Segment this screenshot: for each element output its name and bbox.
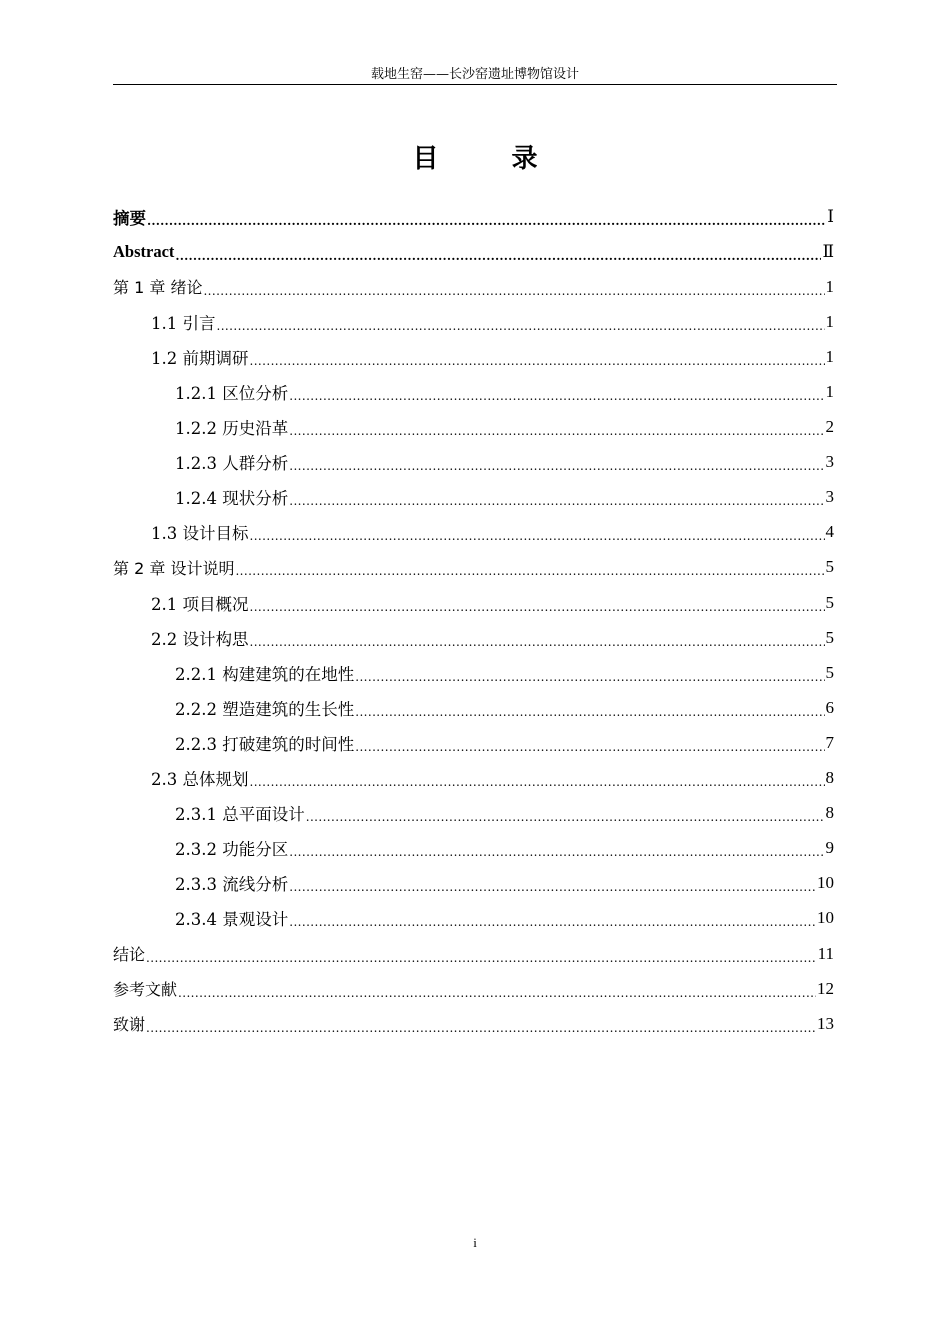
toc-title: 目 录 (412, 144, 570, 174)
toc-entry-page: 5 (825, 627, 834, 647)
toc-entry-2-3-3[interactable] (113, 866, 834, 901)
toc-leader (235, 564, 824, 578)
toc-entry-page: 13 (817, 1013, 834, 1033)
toc-entry-label: 摘要 (113, 208, 146, 228)
toc-entry-2-3-1[interactable] (113, 796, 834, 831)
toc-entry-2-3-2[interactable] (113, 831, 834, 866)
toc-entry-page: 1 (825, 311, 834, 331)
toc-entry-label: 结论 (113, 945, 146, 965)
toc-entry-label: 2.2.1 构建建筑的在地性 (175, 664, 355, 684)
toc-entry-label: 致谢 (113, 1015, 146, 1035)
toc-entry-chapter-2[interactable] (113, 550, 834, 585)
toc-entry-label: 2.3.4 景观设计 (175, 910, 289, 930)
toc-entry-page: 8 (825, 768, 834, 788)
toc-entry-label: 1.3 设计目标 (151, 524, 249, 544)
toc-entry-acknowledgements[interactable] (113, 1006, 834, 1041)
toc-entry-label: 2.3.1 总平面设计 (175, 805, 305, 825)
toc-leader (178, 986, 816, 1000)
toc-entry-label: 第 2 章 设计说明 (113, 558, 235, 578)
toc-entry-2-3[interactable] (113, 761, 834, 796)
toc-entry-page: 10 (817, 873, 834, 893)
toc-leader (289, 459, 824, 473)
toc-leader (289, 494, 824, 508)
toc-entry-page: 1 (825, 346, 834, 366)
toc-entry-chapter-1[interactable] (113, 269, 834, 304)
toc-entry-page: 3 (825, 452, 834, 472)
toc-entry-1-2-3[interactable] (113, 445, 834, 480)
toc-entry-label: 2.1 项目概况 (151, 594, 249, 614)
toc-entry-references[interactable] (113, 971, 834, 1006)
toc-entry-label: 第 1 章 绪论 (113, 278, 203, 298)
toc-leader (146, 1021, 816, 1035)
toc-leader (289, 880, 816, 894)
toc-entry-1-2-4[interactable] (113, 480, 834, 515)
toc-entry-2-2-1[interactable] (113, 655, 834, 690)
toc-entry-page: 4 (825, 522, 834, 542)
toc-leader (289, 845, 824, 859)
toc-entry-page: Ⅱ (822, 241, 834, 261)
toc-entry-1-2[interactable] (113, 339, 834, 374)
toc-entry-2-3-4[interactable] (113, 901, 834, 936)
toc-entry-2-2[interactable] (113, 620, 834, 655)
toc-leader (250, 775, 825, 789)
toc-entry-label: 1.2.2 历史沿革 (175, 419, 289, 439)
toc-leader (250, 600, 825, 614)
toc-leader (250, 635, 825, 649)
toc-entry-page: 5 (825, 662, 834, 682)
toc-leader (250, 529, 825, 543)
table-of-contents (113, 199, 834, 1041)
toc-entry-page: 2 (825, 417, 834, 437)
toc-leader (175, 249, 821, 263)
toc-entry-label: 1.2.4 现状分析 (175, 489, 289, 509)
toc-entry-page: 1 (825, 382, 834, 402)
toc-entry-label: 2.2.3 打破建筑的时间性 (175, 734, 355, 754)
toc-entry-abstract-cn[interactable] (113, 199, 834, 234)
toc-entry-2-2-2[interactable] (113, 690, 834, 725)
toc-entry-page: 10 (817, 908, 834, 928)
toc-leader (250, 354, 825, 368)
toc-entry-page: 1 (825, 276, 834, 296)
toc-leader (289, 915, 816, 929)
toc-entry-label: 2.2 设计构思 (151, 629, 249, 649)
toc-entry-label: 1.1 引言 (151, 313, 216, 333)
toc-leader (203, 284, 824, 298)
toc-leader (289, 389, 824, 403)
toc-leader (306, 810, 825, 824)
toc-entry-conclusion[interactable] (113, 936, 834, 971)
toc-entry-label: 参考文献 (113, 980, 178, 1000)
toc-leader (217, 319, 825, 333)
toc-entry-2-2-3[interactable] (113, 725, 834, 760)
toc-entry-2-1[interactable] (113, 585, 834, 620)
toc-entry-page: 5 (825, 592, 834, 612)
toc-entry-label: 2.3.3 流线分析 (175, 875, 289, 895)
toc-entry-page: Ⅰ (827, 206, 834, 226)
toc-entry-page: 11 (817, 943, 834, 963)
running-header: 载地生窑——长沙窑遗址博物馆设计 (370, 67, 579, 82)
toc-entry-page: 5 (825, 557, 834, 577)
toc-leader (355, 740, 824, 754)
toc-entry-1-3[interactable] (113, 515, 834, 550)
toc-entry-1-2-1[interactable] (113, 374, 834, 409)
toc-leader (147, 214, 826, 228)
toc-leader (146, 951, 817, 965)
toc-entry-label: 1.2.3 人群分析 (175, 454, 289, 474)
toc-entry-1-2-2[interactable] (113, 410, 834, 445)
toc-entry-page: 3 (825, 487, 834, 507)
footer-page-number: i (473, 1235, 477, 1250)
toc-entry-label: Abstract (113, 241, 175, 261)
toc-entry-page: 12 (817, 978, 834, 998)
toc-entry-page: 6 (825, 697, 834, 717)
toc-entry-page: 9 (825, 838, 834, 858)
header-rule (113, 84, 837, 85)
toc-leader (289, 424, 824, 438)
toc-entry-label: 2.3.2 功能分区 (175, 840, 289, 860)
toc-entry-label: 1.2 前期调研 (151, 348, 249, 368)
toc-entry-page: 7 (825, 732, 834, 752)
toc-entry-1-1[interactable] (113, 304, 834, 339)
toc-entry-label: 2.3 总体规划 (151, 770, 249, 790)
toc-leader (355, 670, 824, 684)
toc-entry-abstract-en[interactable] (113, 234, 834, 269)
toc-entry-label: 1.2.1 区位分析 (175, 384, 289, 404)
toc-entry-label: 2.2.2 塑造建筑的生长性 (175, 699, 355, 719)
toc-entry-page: 8 (825, 803, 834, 823)
toc-leader (355, 705, 824, 719)
